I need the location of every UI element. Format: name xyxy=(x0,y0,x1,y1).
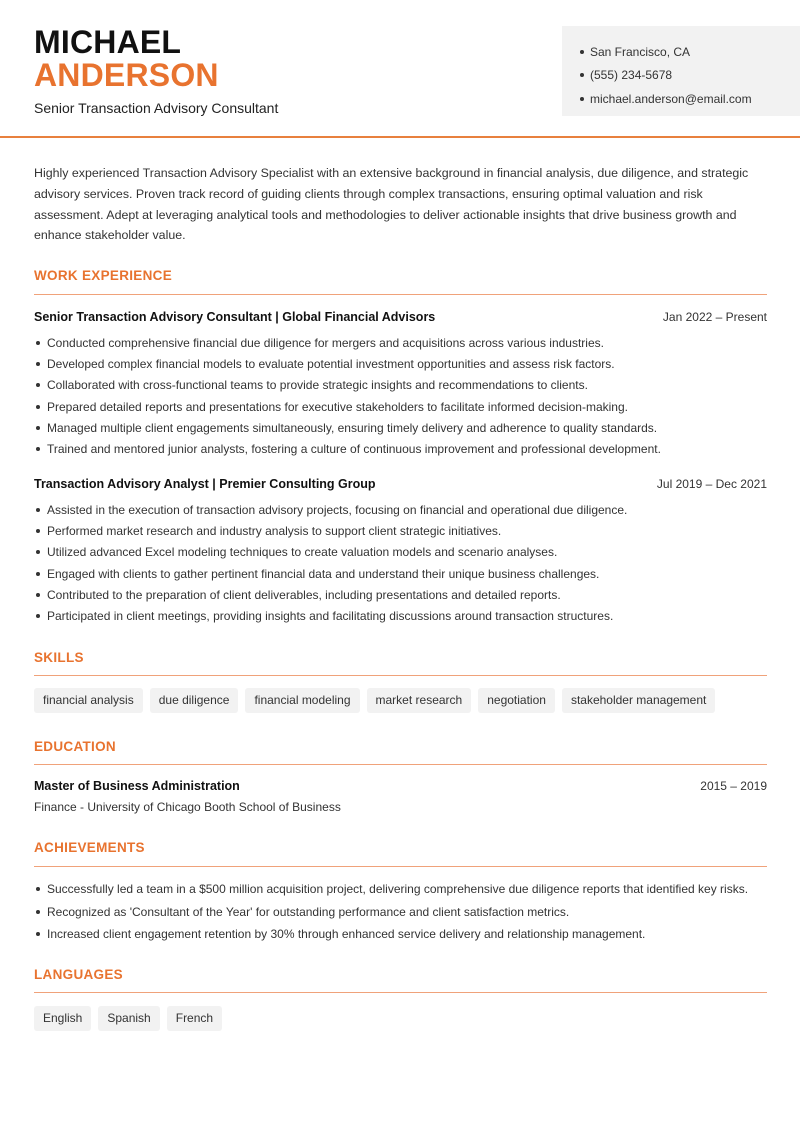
contact-phone xyxy=(562,64,800,88)
language-tag: French xyxy=(167,1006,222,1031)
skill-tag: market research xyxy=(367,688,472,713)
bullet-icon xyxy=(36,447,40,451)
section-divider xyxy=(34,764,767,765)
job-title: Senior Transaction Advisory Consultant xyxy=(34,100,279,116)
bullet-icon xyxy=(36,593,40,597)
list-item xyxy=(34,375,774,396)
education-header xyxy=(34,779,767,793)
section-title-work: WORK EXPERIENCE xyxy=(34,268,173,283)
bullet-icon xyxy=(36,572,40,576)
bullet-icon xyxy=(36,910,40,914)
bullet-icon xyxy=(36,383,40,387)
bullet-icon xyxy=(36,405,40,409)
job-header xyxy=(34,477,767,491)
list-item xyxy=(34,901,774,924)
list-item xyxy=(34,542,774,563)
section-divider xyxy=(34,675,767,676)
bullet-text: Successfully led a team in a $500 million acquisition project, delivering comprehensive due diligence reports that identified key risks. xyxy=(47,882,749,897)
skill-tag: financial modeling xyxy=(245,688,359,713)
bullet-text: Assisted in the execution of transaction advisory projects, focusing on financial and operational due diligence. xyxy=(47,502,628,517)
list-item xyxy=(34,332,774,353)
degree: Master of Business Administration xyxy=(34,779,240,793)
education-years: 2015 – 2019 xyxy=(700,779,767,793)
contact-text: (555) 234-5678 xyxy=(590,68,673,83)
education-school: Finance - University of Chicago Booth School of Business xyxy=(34,800,341,814)
job-dates: Jul 2019 – Dec 2021 xyxy=(656,477,767,491)
bullet-text: Trained and mentored junior analysts, fostering a culture of continuous improvement and professional development. xyxy=(47,442,661,457)
bullet-text: Contributed to the preparation of client deliverables, including presentations and detailed reports. xyxy=(47,587,561,602)
bullet-icon xyxy=(36,508,40,512)
bullet-text: Prepared detailed reports and presentations for executive stakeholders to facilitate informed decision-making. xyxy=(47,399,628,414)
bullet-icon xyxy=(36,341,40,345)
section-divider xyxy=(34,294,767,295)
section-title-languages: LANGUAGES xyxy=(34,967,123,982)
contact-text: michael.anderson@email.com xyxy=(590,91,752,106)
section-title-skills: SKILLS xyxy=(34,650,84,665)
bullet-text: Recognized as 'Consultant of the Year' for outstanding performance and client satisfaction metrics. xyxy=(47,904,570,919)
bullet-icon xyxy=(36,529,40,533)
job-role: Transaction Advisory Analyst | Premier Consulting Group xyxy=(34,477,376,491)
first-name: MICHAEL xyxy=(34,24,182,60)
contact-box xyxy=(562,26,800,116)
contact-text: San Francisco, CA xyxy=(590,44,691,59)
bullet-icon xyxy=(36,550,40,554)
list-item xyxy=(34,520,774,541)
contact-email xyxy=(562,87,800,111)
bullet-text: Increased client engagement retention by 30% through enhanced service delivery and relationship management. xyxy=(47,927,646,942)
bullet-text: Conducted comprehensive financial due diligence for mergers and acquisitions across various industries. xyxy=(47,335,604,350)
bullet-icon xyxy=(36,614,40,618)
bullet-icon xyxy=(36,426,40,430)
list-item xyxy=(34,438,774,459)
bullet-icon xyxy=(580,50,584,54)
bullet-icon xyxy=(36,887,40,891)
bullet-text: Developed complex financial models to evaluate potential investment opportunities and assess risk factors. xyxy=(47,356,615,371)
list-item xyxy=(34,563,774,584)
skill-tag: stakeholder management xyxy=(562,688,715,713)
contact-location xyxy=(562,40,800,64)
summary-text: Highly experienced Transaction Advisory Specialist with an extensive background in financial analysis, due diligence, and strategic advisory services. Proven track record of guiding clients through complex transactions, ensuring optimal valuation and risk assessment. Adept at leveraging analytical tools and methodologies to deliver actionable insights that drive business growth and enhance stakeholder value. xyxy=(34,166,749,243)
bullet-text: Collaborated with cross-functional teams to provide strategic insights and recommendations to clients. xyxy=(47,378,588,393)
bullet-text: Managed multiple client engagements simultaneously, ensuring timely delivery and adherence to quality standards. xyxy=(47,420,658,435)
job-role: Senior Transaction Advisory Consultant | Global Financial Advisors xyxy=(34,310,436,324)
bullet-text: Engaged with clients to gather pertinent financial data and understand their unique business challenges. xyxy=(47,566,600,581)
bullet-icon xyxy=(36,362,40,366)
bullet-icon xyxy=(580,73,584,77)
job-bullets xyxy=(34,332,774,460)
job-header xyxy=(34,310,767,324)
job-bullets xyxy=(34,499,774,627)
skill-tag: financial analysis xyxy=(34,688,143,713)
bullet-icon xyxy=(36,932,40,936)
section-divider xyxy=(34,992,767,993)
bullet-text: Participated in client meetings, providing insights and facilitating discussions around transaction structures. xyxy=(47,609,614,624)
section-title-achievements: ACHIEVEMENTS xyxy=(34,840,145,855)
list-item xyxy=(34,417,774,438)
list-item xyxy=(34,396,774,417)
list-item xyxy=(34,584,774,605)
list-item xyxy=(34,353,774,374)
list-item xyxy=(34,605,774,626)
language-tags xyxy=(34,1006,222,1031)
section-divider xyxy=(34,866,767,867)
language-tag: English xyxy=(34,1006,91,1031)
language-tag: Spanish xyxy=(98,1006,159,1031)
bullet-icon xyxy=(580,97,584,101)
skill-tag: negotiation xyxy=(478,688,555,713)
achievement-bullets xyxy=(34,878,774,946)
list-item xyxy=(34,923,774,946)
list-item xyxy=(34,499,774,520)
section-title-education: EDUCATION xyxy=(34,739,116,754)
bullet-text: Performed market research and industry analysis to support client strategic initiatives. xyxy=(47,523,502,538)
skills-tags xyxy=(34,688,715,713)
last-name: ANDERSON xyxy=(34,57,219,93)
resume-header xyxy=(0,0,800,138)
bullet-text: Utilized advanced Excel modeling techniques to create valuation models and scenario analyses. xyxy=(47,545,558,560)
list-item xyxy=(34,878,774,901)
skill-tag: due diligence xyxy=(150,688,239,713)
job-dates: Jan 2022 – Present xyxy=(662,310,767,324)
